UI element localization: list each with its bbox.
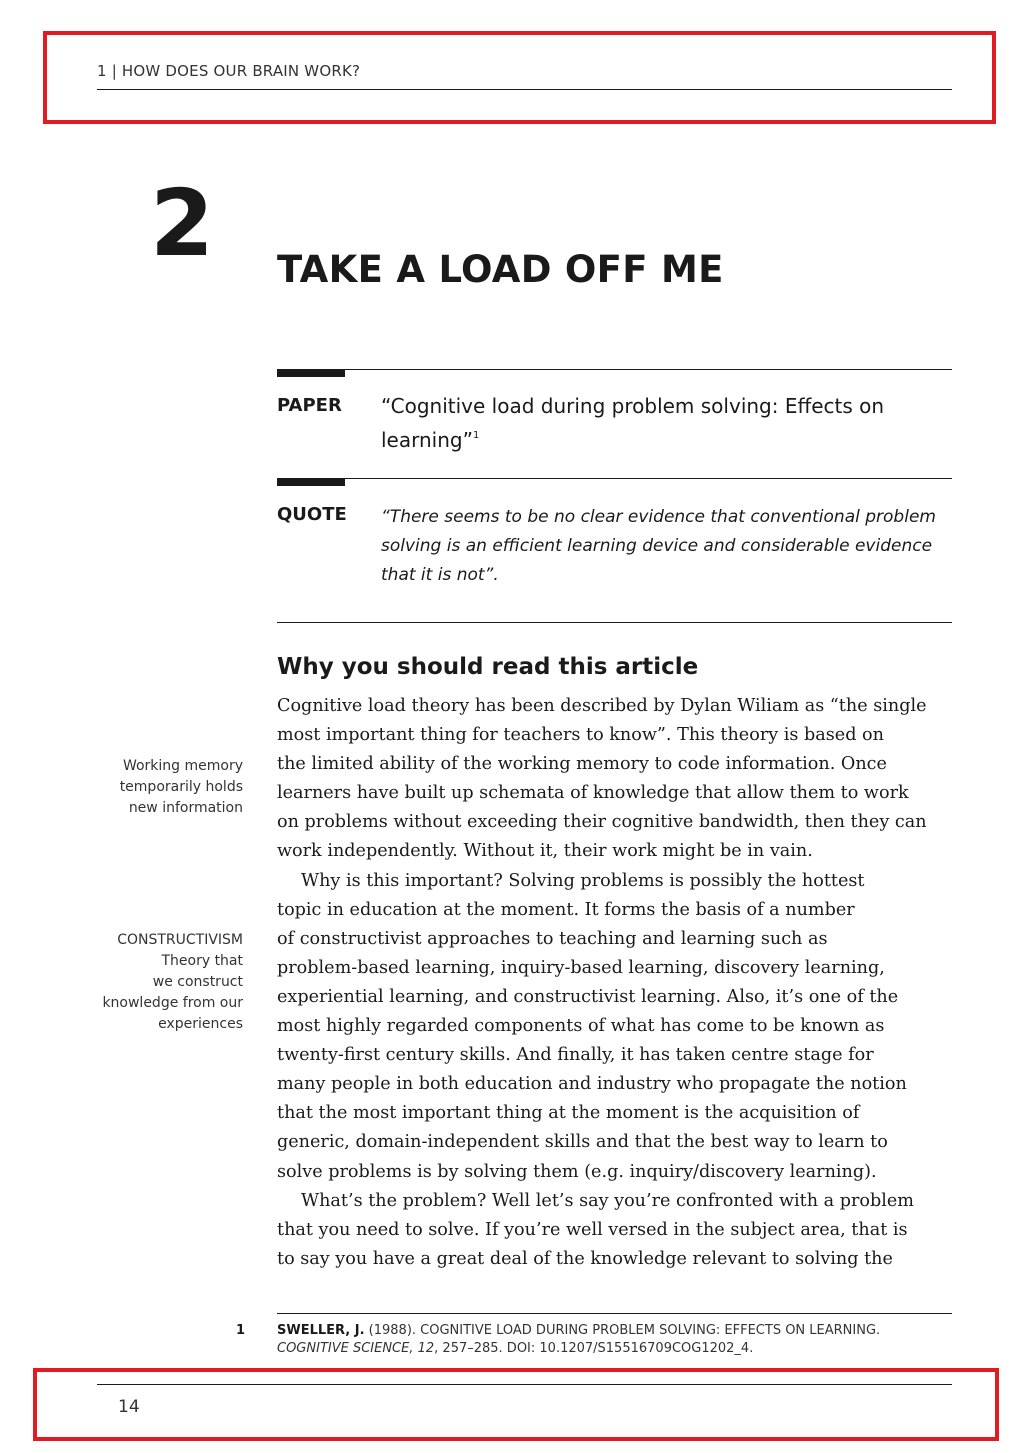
footnote-text (277, 1322, 953, 1358)
margin-note-line: temporarily holds (119, 779, 243, 795)
margin-note-constructivism (102, 930, 243, 1035)
body-line: What’s the problem? Well let’s say you’re confronted with a problem (301, 1190, 914, 1211)
chapter-title: TAKE A LOAD OFF ME (277, 248, 724, 291)
paper-title (381, 392, 941, 455)
body-line: the limited ability of the working memory to code information. Once (277, 754, 887, 775)
body-line: Why is this important? Solving problems is possibly the hottest (301, 870, 865, 891)
footnote-rule (277, 1313, 952, 1314)
body-line: that the most important thing at the moment is the acquisition of (277, 1103, 860, 1124)
body-line: generic, domain-independent skills and that the best way to learn to (277, 1132, 888, 1153)
body-line: of constructivist approaches to teaching and learning such as (277, 928, 828, 949)
body-line: solve problems is by solving them (e.g. inquiry/discovery learning). (277, 1161, 877, 1182)
footnote-journal: COGNITIVE SCIENCE, 12 (277, 1341, 435, 1356)
footnote-ref: 1 (472, 430, 480, 441)
body-line: most important thing for teachers to know”. This theory is based on (277, 725, 884, 746)
paper-rule (277, 369, 952, 370)
body-line: to say you have a great deal of the knowledge relevant to solving the (277, 1248, 893, 1269)
body-line: topic in education at the moment. It forms the basis of a number (277, 899, 855, 920)
quote-text: “There seems to be no clear evidence that conventional problem solving is an efficient learning device and considerable evidence that it is not”. (381, 507, 936, 585)
header-rule (97, 89, 952, 90)
chapter-number: 2 (150, 170, 215, 277)
body-line: that you need to solve. If you’re well versed in the subject area, that is (277, 1219, 908, 1240)
footnote-number: 1 (236, 1323, 246, 1338)
footer-rule (97, 1384, 952, 1385)
quote-tab-bar (277, 478, 345, 486)
running-head: 1 | HOW DOES OUR BRAIN WORK? (97, 62, 361, 80)
paper-tab-bar (277, 369, 345, 377)
quote-label: QUOTE (277, 504, 347, 525)
paper-title-text: “Cognitive load during problem solving: Effects on learning” (381, 394, 885, 452)
body-line: learners have built up schemata of knowledge that allow them to work (277, 783, 909, 804)
footnote-author: SWELLER, J. (277, 1323, 365, 1338)
body-line: experiential learning, and constructivist learning. Also, it’s one of the (277, 986, 899, 1007)
body-line: on problems without exceeding their cognitive bandwidth, then they can (277, 812, 927, 833)
section-heading: Why you should read this article (277, 654, 699, 680)
margin-note-working-memory (120, 756, 243, 819)
body-text (277, 692, 957, 1274)
margin-note-line: experiences (158, 1016, 243, 1032)
body-line: work independently. Without it, their work might be in vain. (277, 841, 813, 862)
body-line: problem-based learning, inquiry-based learning, discovery learning, (277, 957, 885, 978)
body-line: twenty-first century skills. And finally, it has taken centre stage for (277, 1045, 874, 1066)
footnote-citation: (1988). COGNITIVE LOAD DURING PROBLEM SOLVING: EFFECTS ON LEARNING. (364, 1323, 881, 1338)
body-line: many people in both education and industry who propagate the notion (277, 1074, 907, 1095)
page-number: 14 (118, 1397, 140, 1417)
margin-note-line: knowledge from our (102, 995, 243, 1011)
margin-note-term: CONSTRUCTIVISM (117, 932, 243, 948)
margin-note-line: Theory that (161, 953, 243, 969)
body-line: most highly regarded components of what has come to be known as (277, 1016, 885, 1037)
margin-note-line: we construct (152, 974, 243, 990)
quote-rule (277, 478, 952, 479)
footnote-doi: , 257–285. DOI: 10.1207/S15516709COG1202_4. (434, 1341, 754, 1356)
paper-label: PAPER (277, 395, 342, 416)
quote-bottom-rule (277, 622, 952, 623)
footer-highlight-box (33, 1368, 999, 1441)
body-line: Cognitive load theory has been described by Dylan Wiliam as “the single (277, 696, 927, 716)
margin-note-line: new information (128, 800, 243, 816)
margin-note-line: Working memory (122, 758, 243, 774)
